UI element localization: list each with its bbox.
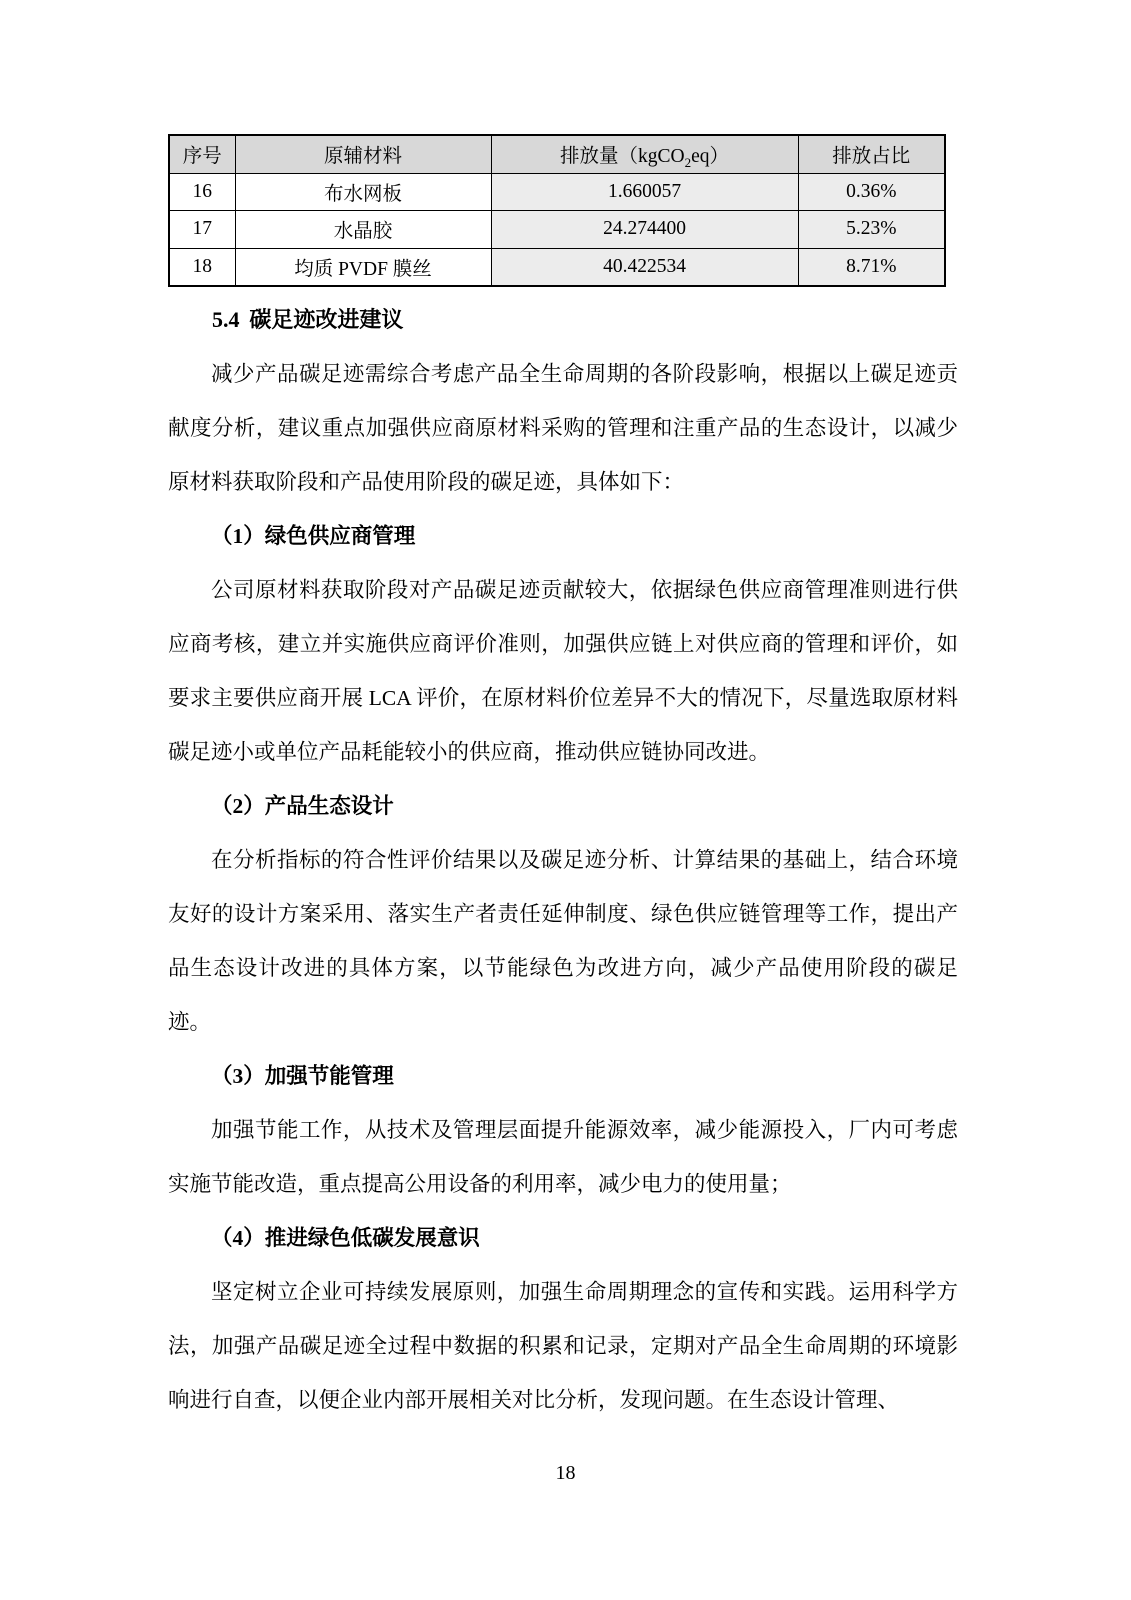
section-title: 碳足迹改进建议: [249, 307, 404, 332]
subsection-heading-1: （1）绿色供应商管理: [211, 524, 416, 548]
subsection-heading-4: （4）推进绿色低碳发展意识: [211, 1226, 480, 1250]
cell-share: 8.71%: [798, 248, 945, 286]
subsection-paragraph-1: 公司原材料获取阶段对产品碳足迹贡献较大，依据绿色供应商管理准则进行供应商考核，建立并实施供应商评价准则，加强供应链上对供应商的管理和评价，如要求主要供应商开展 LCA 评价，在原材料价位差异不大的情况下，尽量选取原材料碳足迹小或单位产品耗能较小的供应商，推动供应链协同改进。: [168, 578, 958, 764]
table-header-emission: [491, 135, 798, 173]
emission-header-prefix: 排放量（kgCO: [560, 146, 685, 168]
cell-share: 0.36%: [798, 173, 945, 211]
cell-emission: 40.422534: [491, 248, 798, 286]
subsection-heading-3: （3）加强节能管理: [211, 1064, 394, 1088]
cell-material: 水晶胶: [235, 211, 491, 249]
cell-no: 16: [169, 173, 235, 211]
cell-share: 5.23%: [798, 211, 945, 249]
cell-no: 17: [169, 211, 235, 249]
emission-header-subscript: 2: [684, 155, 692, 171]
section-number: 5.4: [212, 307, 240, 332]
emissions-table: [168, 134, 946, 287]
cell-emission: 1.660057: [491, 173, 798, 211]
table-header-row: [169, 135, 945, 173]
table-row: [169, 173, 945, 211]
table-row: [169, 248, 945, 286]
subsection-paragraph-3: 加强节能工作，从技术及管理层面提升能源效率，减少能源投入，厂内可考虑实施节能改造，重点提高公用设备的利用率，减少电力的使用量；: [168, 1118, 958, 1196]
table-header-share: 排放占比: [798, 135, 945, 173]
emission-header-suffix: eq）: [691, 146, 729, 168]
cell-material: 布水网板: [235, 173, 491, 211]
subsection-paragraph-2: 在分析指标的符合性评价结果以及碳足迹分析、计算结果的基础上，结合环境友好的设计方案采用、落实生产者责任延伸制度、绿色供应链管理等工作，提出产品生态设计改进的具体方案，以节能绿色为改进方向，减少产品使用阶段的碳足迹。: [168, 848, 958, 1034]
cell-material: 均质 PVDF 膜丝: [235, 248, 491, 286]
table-header-no: 序号: [169, 135, 235, 173]
subsection-heading-2: （2）产品生态设计: [211, 794, 394, 818]
section-heading: [168, 293, 958, 347]
cell-no: 18: [169, 248, 235, 286]
page-content: [168, 134, 958, 1427]
intro-paragraph: 减少产品碳足迹需综合考虑产品全生命周期的各阶段影响，根据以上碳足迹贡献度分析，建议重点加强供应商原材料采购的管理和注重产品的生态设计，以减少原材料获取阶段和产品使用阶段的碳足迹，具体如下：: [168, 362, 958, 494]
page-number: 18: [555, 1462, 576, 1484]
table-row: [169, 211, 945, 249]
subsection-paragraph-4: 坚定树立企业可持续发展原则，加强生命周期理念的宣传和实践。运用科学方法，加强产品碳足迹全过程中数据的积累和记录，定期对产品全生命周期的环境影响进行自查，以便企业内部开展相关对比分析，发现问题。在生态设计管理、: [168, 1280, 958, 1412]
table-header-material: 原辅材料: [235, 135, 491, 173]
cell-emission: 24.274400: [491, 211, 798, 249]
